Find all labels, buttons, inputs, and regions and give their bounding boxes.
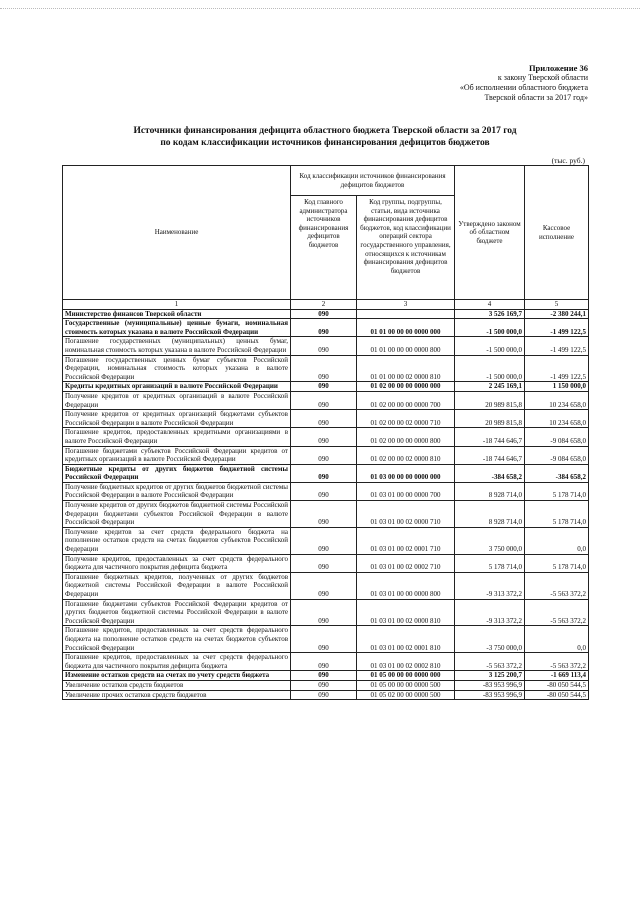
cell-admin: 090	[291, 690, 357, 700]
appendix-line-2: «Об исполнении областного бюджета	[459, 83, 588, 92]
cell-name: Погашение бюджетных кредитов, полученных от других бюджетов бюджетной системы Российской Федерации в валюте Российской Федерации	[63, 572, 291, 599]
cell-name: Получение кредитов от кредитных организаций в валюте Российской Федерации	[63, 391, 291, 409]
cell-approved: -3 750 000,0	[455, 626, 525, 653]
cell-approved: 3 125 200,7	[455, 671, 525, 681]
cell-code: 01 01 00 00 00 0000 000	[357, 319, 455, 337]
cell-code	[357, 309, 455, 319]
cell-code: 01 03 01 00 02 0001 710	[357, 527, 455, 554]
cell-admin: 090	[291, 671, 357, 681]
cell-approved: -9 313 372,2	[455, 599, 525, 626]
cell-name: Погашение бюджетами субъектов Российской Федерации кредитов от других бюджетов бюджетной системы Российской Федерации в валюте Российской Федерации	[63, 599, 291, 626]
cell-cash: -1 499 122,5	[525, 337, 589, 355]
cell-admin: 090	[291, 626, 357, 653]
header-group-code: Код группы, подгруппы, статьи, вида источника финансирования дефицитов бюджетов, код классификации операций сектора государственного управления, относящихся к источникам финансирования дефицитов бюджетов	[357, 196, 455, 300]
cell-approved: -1 500 000,0	[455, 337, 525, 355]
cell-name: Получение кредитов, предоставленных за счет средств федерального бюджета для частичного покрытия дефицита бюджета	[63, 554, 291, 572]
cell-cash: 1 150 000,0	[525, 382, 589, 392]
table-row	[63, 355, 589, 382]
cell-code: 01 03 01 00 02 0000 710	[357, 501, 455, 528]
cell-name: Погашение бюджетами субъектов Российской Федерации кредитов от кредитных организаций в валюте Российской Федерации	[63, 446, 291, 464]
cell-code: 01 03 01 00 02 0002 810	[357, 653, 455, 671]
cell-admin: 090	[291, 572, 357, 599]
column-number-cell: 4	[455, 300, 525, 310]
cell-approved: -83 953 996,9	[455, 690, 525, 700]
cell-admin: 090	[291, 554, 357, 572]
document-title	[60, 125, 590, 149]
table-row	[63, 554, 589, 572]
cell-admin: 090	[291, 527, 357, 554]
cell-cash: -1 499 122,5	[525, 355, 589, 382]
cell-admin: 090	[291, 501, 357, 528]
table-row	[63, 671, 589, 681]
cell-name: Получение кредитов за счет средств федерального бюджета на пополнение остатков средств на счетах бюджетов субъектов Российской Федерации	[63, 527, 291, 554]
cell-code: 01 03 01 00 00 0000 700	[357, 482, 455, 500]
table-row	[63, 319, 589, 337]
table-row	[63, 626, 589, 653]
cell-code: 01 01 00 00 00 0000 800	[357, 337, 455, 355]
cell-cash: 10 234 658,0	[525, 391, 589, 409]
cell-code: 01 01 00 00 02 0000 810	[357, 355, 455, 382]
cell-code: 01 03 01 00 02 0000 810	[357, 599, 455, 626]
cell-approved: 3 750 000,0	[455, 527, 525, 554]
cell-approved: 2 245 169,1	[455, 382, 525, 392]
column-number-cell: 1	[63, 300, 291, 310]
cell-cash: 5 178 714,0	[525, 482, 589, 500]
cell-cash: -5 563 372,2	[525, 599, 589, 626]
header-code-group: Код классификации источников финансирования дефицитов бюджетов	[291, 166, 455, 196]
table-row	[63, 382, 589, 392]
cell-code: 01 02 00 00 00 0000 700	[357, 391, 455, 409]
column-number-cell: 5	[525, 300, 589, 310]
cell-admin: 090	[291, 319, 357, 337]
cell-name: Изменение остатков средств на счетах по учету средств бюджета	[63, 671, 291, 681]
header-approved: Утверждено законом об областном бюджете	[455, 166, 525, 300]
cell-code: 01 05 00 00 00 0000 500	[357, 680, 455, 690]
cell-code: 01 05 02 00 00 0000 500	[357, 690, 455, 700]
table-row	[63, 446, 589, 464]
appendix-title: Приложение 36	[528, 63, 588, 73]
cell-cash: -5 563 372,2	[525, 572, 589, 599]
table-row	[63, 428, 589, 446]
table-row	[63, 599, 589, 626]
table-row	[63, 680, 589, 690]
cell-approved: -18 744 646,7	[455, 428, 525, 446]
cell-code: 01 03 00 00 00 0000 000	[357, 464, 455, 482]
cell-approved: -83 953 996,9	[455, 680, 525, 690]
table-row	[63, 653, 589, 671]
table-row	[63, 337, 589, 355]
cell-cash: -2 380 244,1	[525, 309, 589, 319]
cell-cash: -5 563 372,2	[525, 653, 589, 671]
document-title-line-2: по кодам классификации источников финансирования дефицитов бюджетов	[160, 138, 490, 148]
cell-admin: 090	[291, 653, 357, 671]
cell-code: 01 03 01 00 02 0002 710	[357, 554, 455, 572]
appendix-block	[460, 63, 588, 103]
cell-approved: 8 928 714,0	[455, 482, 525, 500]
scan-edge	[0, 0, 640, 9]
table-row	[63, 410, 589, 428]
cell-cash: -80 050 544,5	[525, 690, 589, 700]
cell-admin: 090	[291, 464, 357, 482]
cell-code: 01 03 01 00 02 0001 810	[357, 626, 455, 653]
cell-cash: -384 658,2	[525, 464, 589, 482]
cell-cash: 10 234 658,0	[525, 410, 589, 428]
cell-name: Получение бюджетных кредитов от других бюджетов бюджетной системы Российской Федерации в валюте Российской Федерации	[63, 482, 291, 500]
cell-approved: 5 178 714,0	[455, 554, 525, 572]
table-row	[63, 482, 589, 500]
table-row	[63, 527, 589, 554]
cell-name: Увеличение остатков средств бюджетов	[63, 680, 291, 690]
cell-code: 01 05 00 00 00 0000 000	[357, 671, 455, 681]
cell-approved: -384 658,2	[455, 464, 525, 482]
cell-code: 01 02 00 00 00 0000 800	[357, 428, 455, 446]
cell-approved: -9 313 372,2	[455, 572, 525, 599]
appendix-line-3: Тверской области за 2017 год»	[484, 93, 588, 102]
cell-admin: 090	[291, 309, 357, 319]
cell-approved: -1 500 000,0	[455, 319, 525, 337]
cell-admin: 090	[291, 599, 357, 626]
cell-code: 01 02 00 00 02 0000 810	[357, 446, 455, 464]
table-row	[63, 572, 589, 599]
cell-name: Государственные (муниципальные) ценные бумаги, номинальная стоимость которых указана в валюте Российской Федерации	[63, 319, 291, 337]
table-row	[63, 690, 589, 700]
cell-name: Увеличение прочих остатков средств бюджетов	[63, 690, 291, 700]
cell-approved: 20 989 815,8	[455, 410, 525, 428]
cell-cash: -1 669 113,4	[525, 671, 589, 681]
cell-code: 01 02 00 00 02 0000 710	[357, 410, 455, 428]
cell-cash: -80 050 544,5	[525, 680, 589, 690]
cell-cash: -9 084 658,0	[525, 446, 589, 464]
cell-admin: 090	[291, 680, 357, 690]
cell-cash: -1 499 122,5	[525, 319, 589, 337]
cell-name: Погашение кредитов, предоставленных за счет средств федерального бюджета на пополнение остатков средств на счетах бюджетов субъектов Российской Федерации	[63, 626, 291, 653]
column-number-cell: 3	[357, 300, 455, 310]
cell-name: Погашение кредитов, предоставленных кредитными организациями в валюте Российской Федерации	[63, 428, 291, 446]
cell-admin: 090	[291, 337, 357, 355]
column-number-row	[63, 300, 589, 310]
cell-code: 01 03 01 00 00 0000 800	[357, 572, 455, 599]
cell-admin: 090	[291, 355, 357, 382]
cell-admin: 090	[291, 446, 357, 464]
cell-name: Министерство финансов Тверской области	[63, 309, 291, 319]
cell-approved: -1 500 000,0	[455, 355, 525, 382]
table-row	[63, 391, 589, 409]
header-name: Наименование	[63, 166, 291, 300]
cell-approved: 3 526 169,7	[455, 309, 525, 319]
cell-approved: -5 563 372,2	[455, 653, 525, 671]
cell-admin: 090	[291, 482, 357, 500]
cell-name: Погашение кредитов, предоставленных за счет средств федерального бюджета для частичного покрытия дефицита бюджета	[63, 653, 291, 671]
cell-approved: 8 928 714,0	[455, 501, 525, 528]
header-cash: Кассовое исполнение	[525, 166, 589, 300]
table-row	[63, 309, 589, 319]
cell-cash: 5 178 714,0	[525, 501, 589, 528]
cell-admin: 090	[291, 391, 357, 409]
appendix-line-1: к закону Тверской области	[497, 73, 588, 82]
cell-name: Кредиты кредитных организаций в валюте Российской Федерации	[63, 382, 291, 392]
cell-name: Бюджетные кредиты от других бюджетов бюджетной системы Российской Федерации	[63, 464, 291, 482]
cell-name: Получение кредитов от других бюджетов бюджетной системы Российской Федерации бюджетами субъектов Российской Федерации в валюте Российской Федерации	[63, 501, 291, 528]
table-row	[63, 464, 589, 482]
cell-cash: -9 084 658,0	[525, 428, 589, 446]
cell-cash: 0,0	[525, 527, 589, 554]
column-number-cell: 2	[291, 300, 357, 310]
header-admin-code: Код главного администратора источников финансирования дефицитов бюджетов	[291, 196, 357, 300]
cell-admin: 090	[291, 410, 357, 428]
units-label: (тыс. руб.)	[551, 156, 585, 165]
table-body	[63, 309, 589, 700]
cell-approved: -18 744 646,7	[455, 446, 525, 464]
table-row	[63, 501, 589, 528]
document-title-line-1: Источники финансирования дефицита областного бюджета Тверской области за 2017 год	[133, 126, 517, 136]
cell-code: 01 02 00 00 00 0000 000	[357, 382, 455, 392]
cell-cash: 0,0	[525, 626, 589, 653]
cell-cash: 5 178 714,0	[525, 554, 589, 572]
cell-name: Получение кредитов от кредитных организаций бюджетами субъектов Российской Федерации в валюте Российской Федерации	[63, 410, 291, 428]
cell-name: Погашение государственных (муниципальных) ценных бумаг, номинальная стоимость которых указана в валюте Российской Федерации	[63, 337, 291, 355]
cell-name: Погашение государственных ценных бумаг субъектов Российской Федерации, номинальная стоимость которых указана в валюте Российской Федерации	[63, 355, 291, 382]
cell-approved: 20 989 815,8	[455, 391, 525, 409]
sources-table	[62, 165, 589, 700]
cell-admin: 090	[291, 428, 357, 446]
cell-admin: 090	[291, 382, 357, 392]
